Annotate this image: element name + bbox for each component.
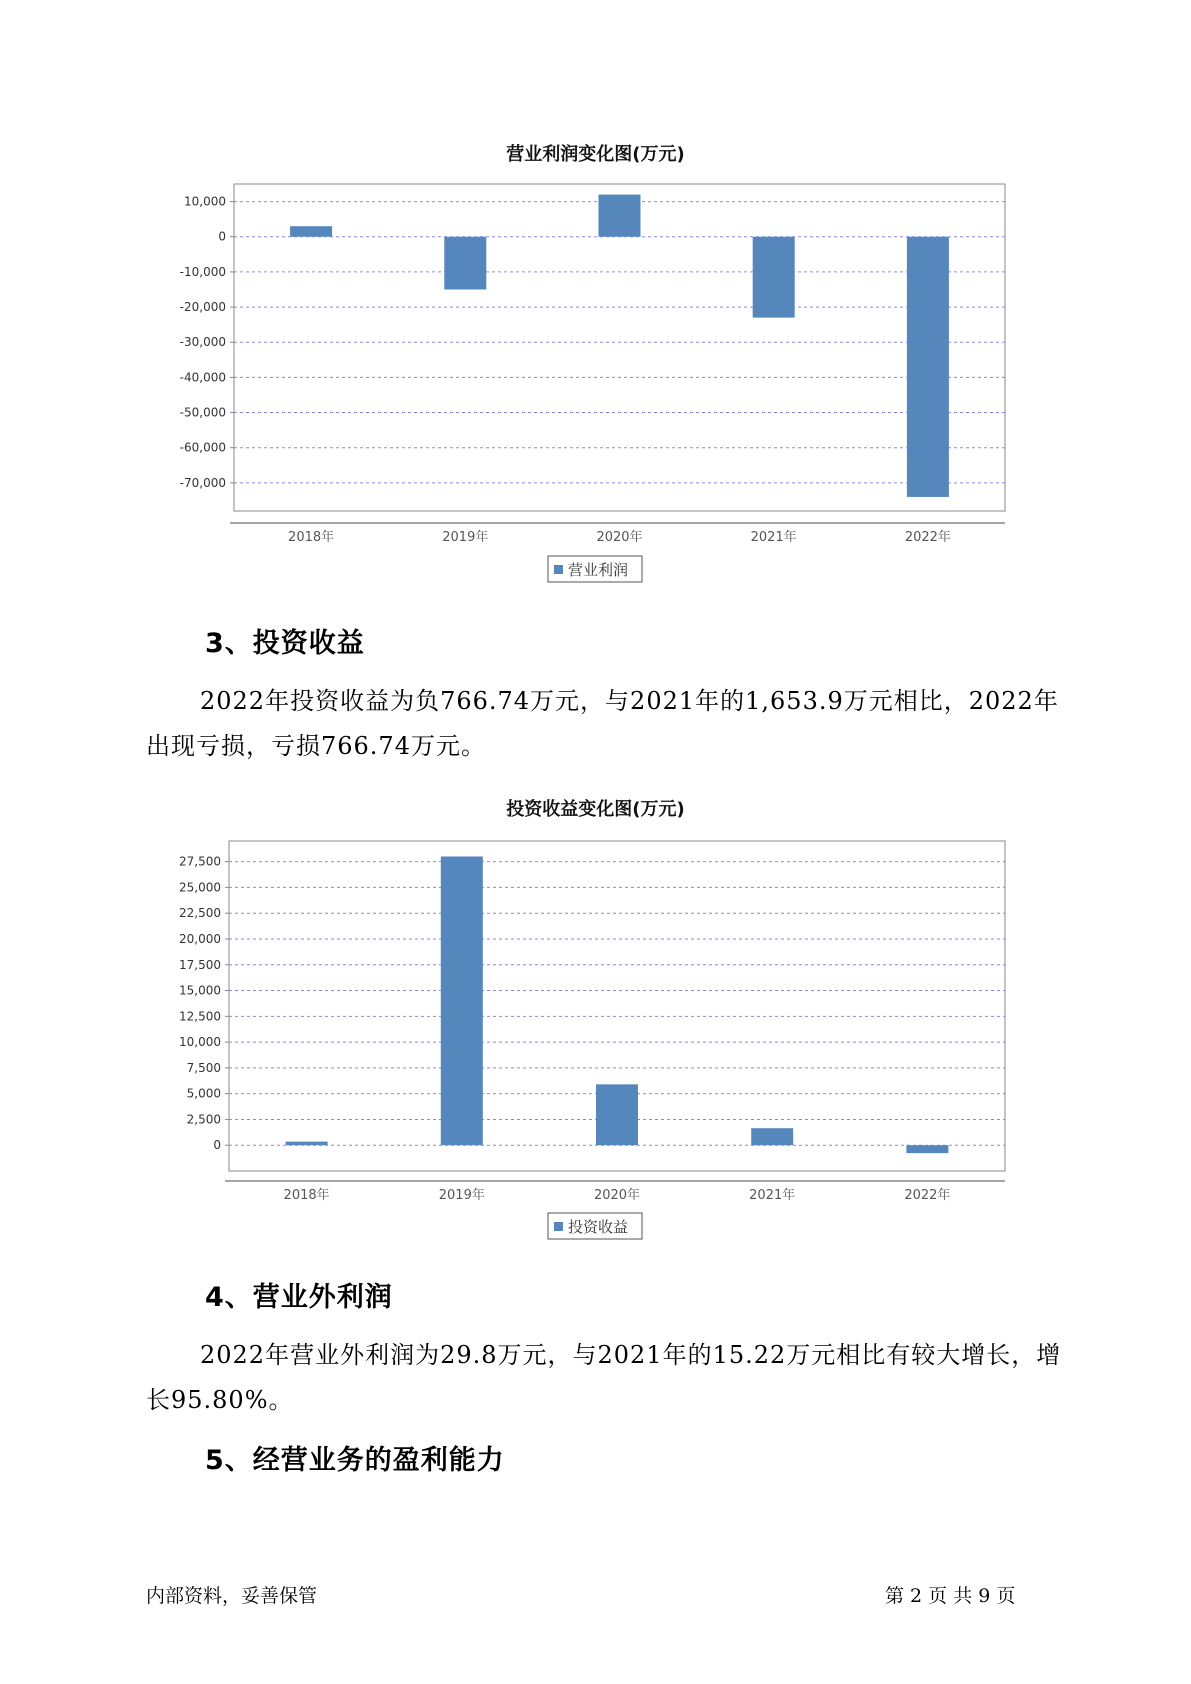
section-4-paragraph: 2022年营业外利润为29.8万元，与2021年的15.22万元相比有较大增长，增长95.80%。: [146, 1341, 1062, 1414]
bar-2019年: [444, 237, 486, 290]
section-3-heading: 3、投资收益: [205, 628, 365, 659]
bar-2020年: [599, 195, 641, 237]
x-tick-label: 2021年: [749, 1188, 796, 1203]
bar-2022年: [907, 237, 949, 497]
footer-confidential-note: 内部资料，妥善保管: [146, 1585, 318, 1607]
bar-2018年: [290, 226, 332, 237]
x-tick-label: 2018年: [283, 1188, 330, 1203]
x-tick-label: 2021年: [750, 530, 797, 545]
x-tick-label: 2022年: [904, 1188, 951, 1203]
legend-swatch: [554, 1222, 563, 1231]
bar-2021年: [751, 1128, 793, 1145]
x-tick-label: 2022年: [904, 530, 951, 545]
operating-profit-chart: [0, 130, 1191, 579]
y-tick-label: -70,000: [179, 475, 226, 490]
y-tick-label: -10,000: [179, 264, 226, 279]
y-tick-label: 7,500: [186, 1060, 221, 1075]
x-tick-label: 2020年: [596, 530, 643, 545]
legend-label: 投资收益: [568, 1218, 629, 1236]
y-tick-label: 25,000: [179, 880, 221, 895]
bar-2022年: [906, 1145, 948, 1153]
legend-swatch: [554, 565, 563, 574]
bar-2020年: [596, 1084, 638, 1145]
x-tick-label: 2019年: [442, 530, 489, 545]
y-tick-label: 0: [213, 1138, 221, 1153]
y-tick-label: -50,000: [179, 405, 226, 420]
y-tick-label: 17,500: [179, 957, 221, 972]
y-tick-label: 5,000: [186, 1086, 221, 1101]
y-tick-label: -20,000: [179, 300, 226, 315]
x-tick-label: 2018年: [288, 530, 335, 545]
bar-2019年: [441, 856, 483, 1145]
chart2-title: 投资收益变化图(万元): [506, 799, 685, 820]
y-tick-label: 10,000: [184, 194, 226, 209]
x-tick-label: 2019年: [438, 1188, 485, 1203]
y-tick-label: 20,000: [179, 931, 221, 946]
legend-label: 营业利润: [568, 561, 629, 579]
y-tick-label: -30,000: [179, 335, 226, 350]
y-tick-label: -60,000: [179, 440, 226, 455]
chart1-title: 营业利润变化图(万元): [506, 144, 685, 165]
y-tick-label: 10,000: [179, 1035, 221, 1050]
y-tick-label: 27,500: [179, 854, 221, 869]
y-tick-label: 22,500: [179, 906, 221, 921]
y-tick-label: 0: [218, 229, 226, 244]
section-5-heading: 5、经营业务的盈利能力: [205, 1445, 505, 1476]
y-tick-label: -40,000: [179, 370, 226, 385]
bar-2021年: [753, 237, 795, 318]
x-tick-label: 2020年: [593, 1188, 641, 1203]
bar-2018年: [286, 1142, 328, 1146]
y-tick-label: 12,500: [179, 1009, 221, 1024]
y-tick-label: 2,500: [186, 1112, 221, 1127]
y-tick-label: 15,000: [179, 983, 221, 998]
section-3-paragraph: 2022年投资收益为负766.74万元，与2021年的1,653.9万元相比，2022年出现亏损，亏损766.74万元。: [146, 687, 1059, 760]
section-4-heading: 4、营业外利润: [205, 1282, 393, 1313]
investment-income-chart: [0, 790, 1191, 1236]
footer-page-number: 第 2 页 共 9 页: [885, 1585, 1016, 1607]
